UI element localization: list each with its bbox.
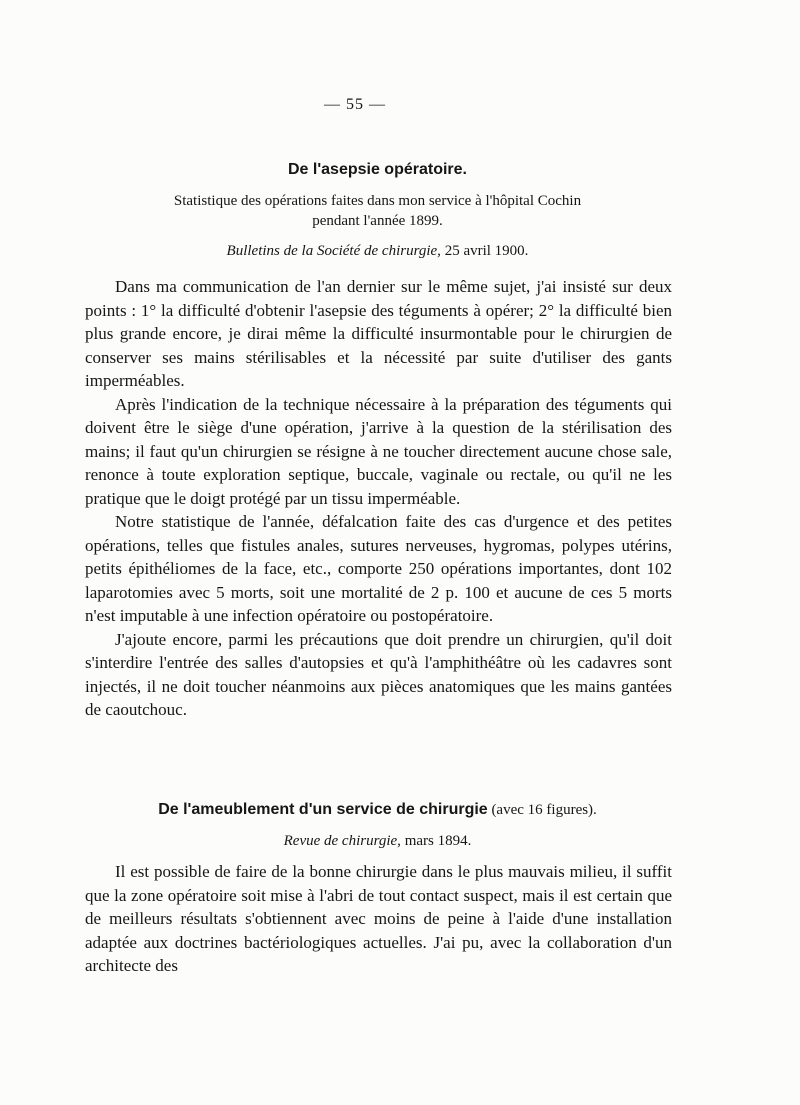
source-date: 25 avril 1900.: [440, 243, 529, 259]
paragraph: Dans ma communication de l'an dernier sur le même sujet, j'ai insisté sur deux points : 1° la difficulté d'obtenir l'asepsie des téguments à opérer; 2° la difficulté bien plus grande encore, je dirai même la difficulté insurmontable pour le chirurgien de conserver ses mains stérilisables et la nécessité par suite d'utiliser des gants imperméables.: [85, 277, 672, 390]
article-body: [85, 860, 672, 978]
source-journal: Bulletins de la Société de chirurgie,: [226, 243, 441, 259]
article-title-ameublement: [85, 801, 670, 819]
article-source: [85, 833, 670, 850]
source-date: mars 1894.: [400, 833, 472, 849]
article-source: [85, 243, 670, 260]
paragraph: Il est possible de faire de la bonne chirurgie dans le plus mauvais milieu, il suffit que la zone opératoire soit mise à l'abri de tout contact suspect, mais il est certain que de meilleurs résultats s'obtiennent avec moins de peine à l'aide d'une installation adaptée aux doctrines bactériologiques actuelles. J'ai pu, avec la collaboration d'un architecte des: [85, 862, 672, 975]
article-title-text: De l'ameublement d'un service de chirurgie: [158, 801, 488, 818]
article-body: [85, 275, 672, 722]
article-title-asepsie: De l'asepsie opératoire.: [288, 161, 467, 178]
article-title-note: (avec 16 figures).: [487, 802, 597, 818]
page-number: — 55 —: [324, 96, 386, 113]
subtitle-line: Statistique des opérations faites dans mon service à l'hôpital Cochin: [173, 193, 582, 209]
paragraph: Notre statistique de l'année, défalcation faite des cas d'urgence et des petites opérations, telles que fistules anales, sutures nerveuses, hygromas, polypes utérins, petits épithéliomes de la face, etc., comporte 250 opérations importantes, dont 102 laparotomies avec 5 morts, soit une mortalité de 2 p. 100 et aucune de ces 5 morts n'est imputable à une infection opératoire ou postopératoire.: [85, 512, 672, 625]
article-subtitle: [85, 191, 670, 231]
source-journal: Revue de chirurgie,: [283, 833, 401, 849]
paragraph: J'ajoute encore, parmi les précautions que doit prendre un chirurgien, qu'il doit s'interdire l'entrée des salles d'autopsies et qu'à l'amphithéâtre où les cadavres sont injectés, il ne doit toucher néanmoins aux pièces anatomiques que les mains gantées de caoutchouc.: [85, 629, 672, 719]
subtitle-line: pendant l'année 1899.: [312, 213, 443, 229]
paragraph: Après l'indication de la technique nécessaire à la préparation des téguments qui doivent être le siège d'une opération, j'arrive à la question de la stérilisation des mains; il faut qu'un chirurgien se résigne à ne toucher directement aucune chose sale, renonce à toute exploration septique, buccale, vaginale ou rectale, ou qu'il ne les pratique que le doigt protégé par un tissu imperméable.: [85, 394, 672, 508]
